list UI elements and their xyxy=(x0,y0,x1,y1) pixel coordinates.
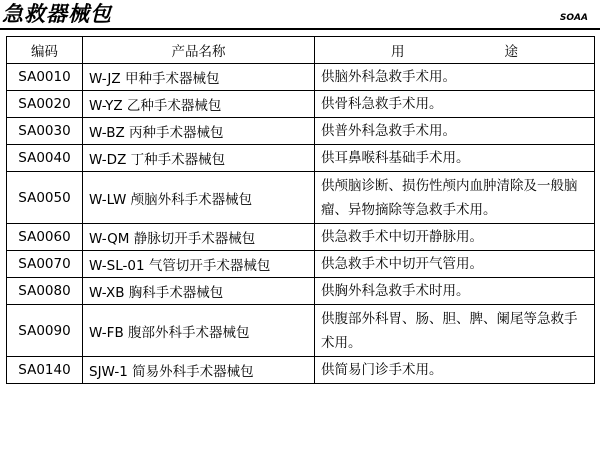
row-name: W-QM 静脉切开手术器械包 xyxy=(83,224,315,251)
row-name: W-LW 颅脑外科手术器械包 xyxy=(83,172,315,224)
table-row xyxy=(7,91,595,118)
row-use: 供腹部外科胃、肠、胆、脾、阑尾等急救手术用。 xyxy=(315,305,595,357)
product-table xyxy=(6,36,595,384)
row-code: SA0070 xyxy=(7,251,83,278)
row-use: 供普外科急救手术用。 xyxy=(315,118,595,145)
row-use: 供耳鼻喉科基础手术用。 xyxy=(315,145,595,172)
row-name: SJW-1 简易外科手术器械包 xyxy=(83,357,315,384)
row-use: 供脑外科急救手术用。 xyxy=(315,64,595,91)
row-code: SA0080 xyxy=(7,278,83,305)
row-code: SA0020 xyxy=(7,91,83,118)
header-rule xyxy=(0,28,600,30)
row-use: 供胸外科急救手术时用。 xyxy=(315,278,595,305)
row-name: W-YZ 乙种手术器械包 xyxy=(83,91,315,118)
table-row xyxy=(7,172,595,224)
column-header-name: 产品名称 xyxy=(83,37,315,64)
table-row xyxy=(7,251,595,278)
row-use: 供颅脑诊断、损伤性颅内血肿清除及一般脑瘤、异物摘除等急救手术用。 xyxy=(315,172,595,224)
table-row xyxy=(7,145,595,172)
row-name: W-XB 胸科手术器械包 xyxy=(83,278,315,305)
table-row xyxy=(7,357,595,384)
table-header-row xyxy=(7,37,595,64)
row-code: SA0140 xyxy=(7,357,83,384)
row-code: SA0090 xyxy=(7,305,83,357)
column-header-use-b: 途 xyxy=(504,44,518,60)
row-code: SA0050 xyxy=(7,172,83,224)
table-row xyxy=(7,278,595,305)
catalog-code: SOAA xyxy=(559,13,588,23)
row-code: SA0010 xyxy=(7,64,83,91)
row-name: W-BZ 丙种手术器械包 xyxy=(83,118,315,145)
row-code: SA0030 xyxy=(7,118,83,145)
row-name: W-FB 腹部外科手术器械包 xyxy=(83,305,315,357)
column-header-use xyxy=(315,37,595,64)
column-header-use-a: 用 xyxy=(391,44,405,60)
row-name: W-JZ 甲种手术器械包 xyxy=(83,64,315,91)
row-use: 供骨科急救手术用。 xyxy=(315,91,595,118)
row-use: 供急救手术中切开静脉用。 xyxy=(315,224,595,251)
row-name: W-SL-01 气管切开手术器械包 xyxy=(83,251,315,278)
page-title: 急救器械包 xyxy=(2,2,112,26)
row-use: 供简易门诊手术用。 xyxy=(315,357,595,384)
row-code: SA0060 xyxy=(7,224,83,251)
table-row xyxy=(7,64,595,91)
page-header xyxy=(0,0,600,30)
table-row xyxy=(7,118,595,145)
table-row xyxy=(7,305,595,357)
column-header-code: 编码 xyxy=(7,37,83,64)
row-name: W-DZ 丁种手术器械包 xyxy=(83,145,315,172)
row-use: 供急救手术中切开气管用。 xyxy=(315,251,595,278)
table-row xyxy=(7,224,595,251)
row-code: SA0040 xyxy=(7,145,83,172)
